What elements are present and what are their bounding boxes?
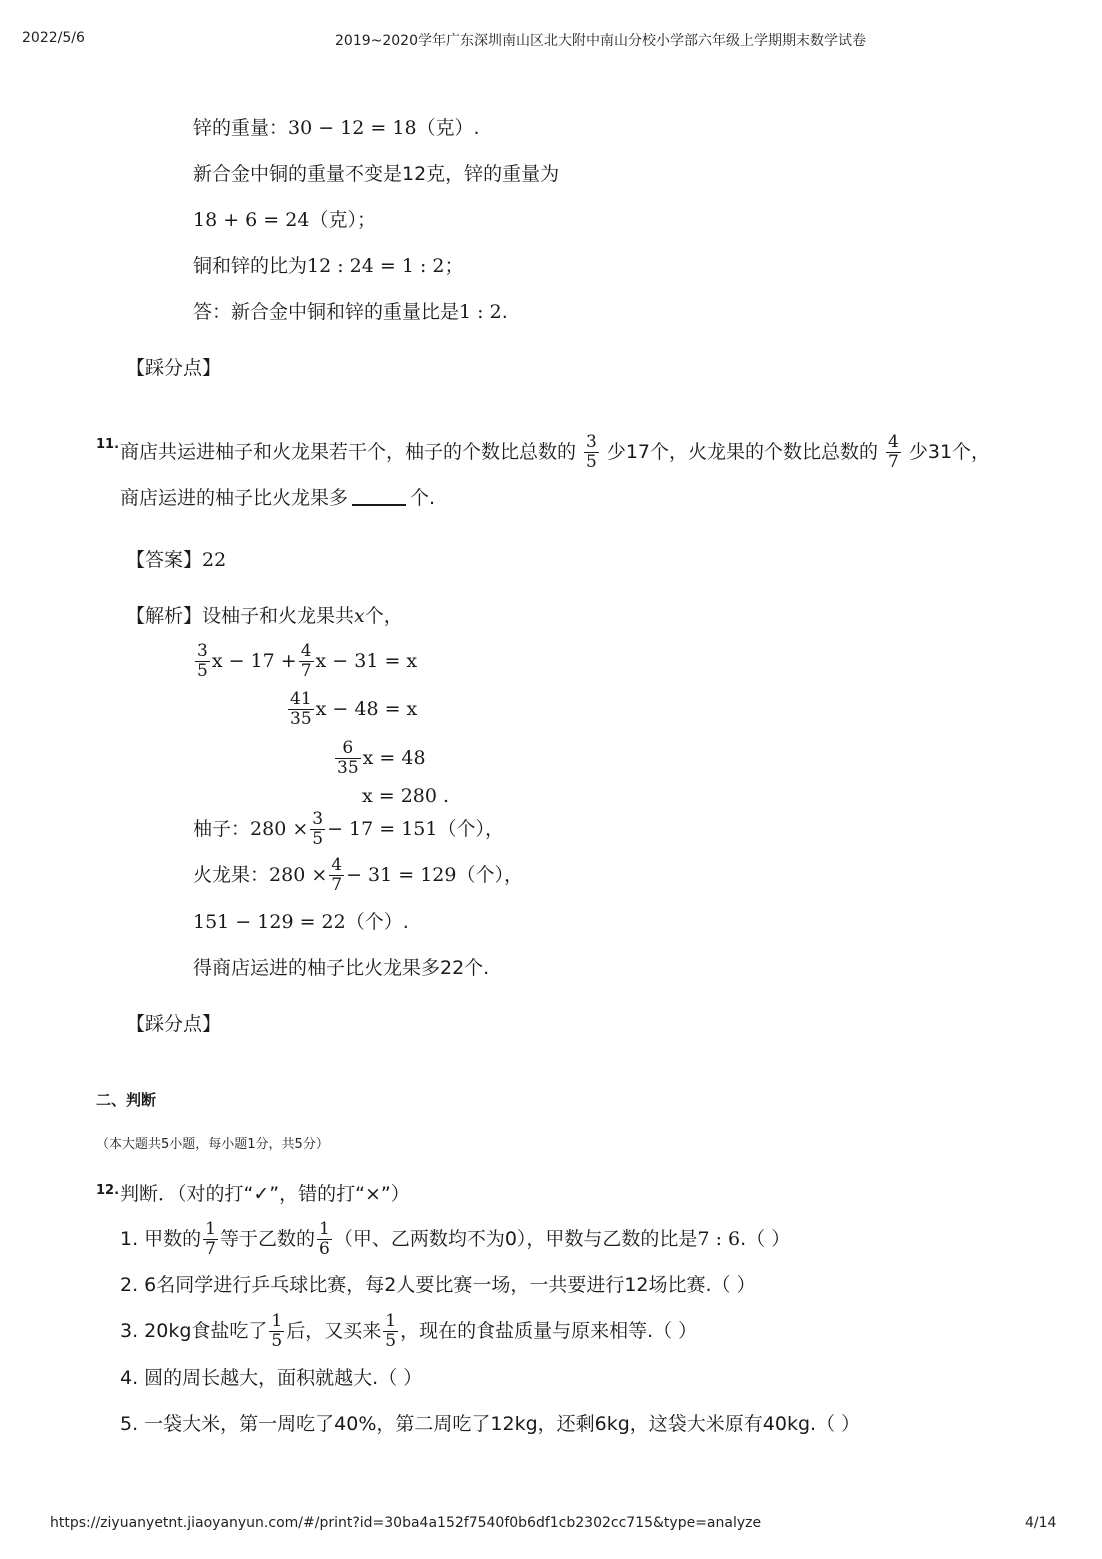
fraction-3-5: $\frac{3}{5}$ (197, 640, 208, 681)
question-12-stem: 判断．（对的打“✓”，错的打“×”） (120, 1183, 410, 1205)
solution-pomelo: 柚子： 280 × $\frac{3}{5}$ − 17 = 151 （个）， (193, 808, 504, 849)
solution-conclusion: 得商店运进的柚子比火龙果多22个. (193, 957, 490, 979)
fraction-1-5: $\frac{1}{5}$ (385, 1310, 397, 1351)
fraction-1-7: $\frac{1}{7}$ (205, 1218, 216, 1259)
fraction-41-35: $\frac{41}{35}$ (290, 688, 312, 729)
fraction-4-7: $\frac{4}{7}$ (888, 431, 899, 472)
fraction-4-7: $\frac{4}{7}$ (300, 640, 312, 681)
section-note: （本大题共5小题，每小题1分，共5分） (96, 1137, 329, 1152)
fraction-4-7: $\frac{4}{7}$ (331, 854, 343, 895)
equation-1: $\frac{3}{5}$ x − 17 + $\frac{4}{7}$ x − 31 = x (197, 640, 418, 681)
answer-blank[interactable] (352, 503, 406, 506)
fraction-6-35: $\frac{6}{35}$ (337, 737, 359, 778)
solution-dragonfruit: 火龙果： 280 × $\frac{4}{7}$ − 31 = 129 （个）， (193, 854, 523, 895)
solution-line-new-zinc: 18 + 6 = 24（克）； (193, 209, 376, 231)
equation-4: x = 280 . (362, 785, 450, 807)
equation-3: $\frac{6}{35}$ x = 48 (337, 737, 426, 778)
print-date: 2022/5/6 (22, 30, 85, 46)
section-title: 二、判断 (96, 1091, 157, 1109)
equation-2: $\frac{41}{35}$ x − 48 = x (290, 688, 418, 729)
fraction-3-5: $\frac{3}{5}$ (586, 431, 597, 472)
question-11-stem-line2: 商店运进的柚子比火龙果多 个. (120, 487, 436, 509)
question-number-11: 11. (96, 437, 120, 452)
judge-item-4: 4. 圆的周长越大，面积就越大.（ ） (120, 1367, 423, 1389)
solution-line-answer: 答：新合金中铜和锌的重量比是1 : 2. (193, 301, 508, 323)
judge-item-5: 5. 一袋大米，第一周吃了40%，第二周吃了12kg，还剩6kg，这袋大米原有40kg.（ ） (120, 1413, 861, 1435)
judge-item-2: 2. 6名同学进行乒乓球比赛，每2人要比赛一场，一共要进行12场比赛.（ ） (120, 1274, 756, 1296)
question-11-stem-line1: 商店共运进柚子和火龙果若干个，柚子的个数比总数的 $\frac{3}{5}$ 少17个，火龙果的个数比总数的 $\frac{4}{7}$ 少31个， (120, 431, 991, 472)
document-title: 2019~2020学年广东深圳南山区北大附中南山分校小学部六年级上学期期末数学试卷 (335, 33, 866, 49)
fraction-1-5: $\frac{1}{5}$ (271, 1310, 283, 1351)
judge-item-3: 3. 20kg食盐吃了 $\frac{1}{5}$ 后，又买来 $\frac{1}{5}$ ，现在的食盐质量与原来相等.（ ） (120, 1310, 698, 1351)
answer-row: 【答案】22 (126, 549, 227, 571)
fraction-3-5: $\frac{3}{5}$ (312, 808, 324, 849)
solution-line-ratio: 铜和锌的比为12 : 24 = 1 : 2； (193, 255, 464, 277)
analysis-row: 【解析】设柚子和火龙果共x个， (126, 605, 403, 627)
fraction-1-6: $\frac{1}{6}$ (319, 1218, 330, 1259)
solution-difference: 151 − 129 = 22（个）. (193, 911, 409, 933)
solution-line-copper-constant: 新合金中铜的重量不变是12克，锌的重量为 (193, 163, 560, 185)
judge-item-1: 1. 甲数的 $\frac{1}{7}$ 等于乙数的 $\frac{1}{6}$ （甲、乙两数均不为0），甲数与乙数的比是 7 : 6 .（ ） (120, 1218, 791, 1259)
kaodian-label: 【踩分点】 (126, 1013, 222, 1035)
footer-url[interactable]: https://ziyuanyetnt.jiaoyanyun.com/#/print?id=30ba4a152f7540f0b6df1cb2302cc715&type=analyze (50, 1515, 762, 1531)
question-number-12: 12. (96, 1183, 120, 1198)
solution-line-zinc-weight: 锌的重量：30 − 12 = 18（克）. (193, 117, 480, 139)
kaodian-label: 【踩分点】 (126, 357, 222, 379)
page-number: 4/14 (1025, 1515, 1057, 1531)
